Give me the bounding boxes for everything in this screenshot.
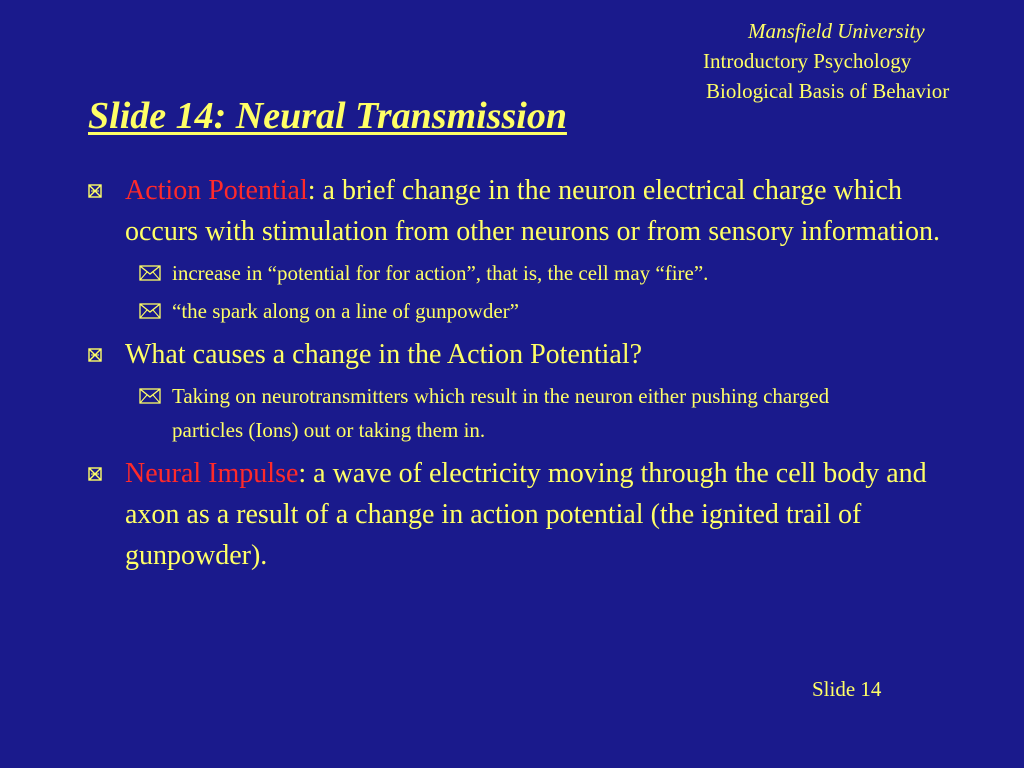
sub-bullet-item (88, 256, 948, 290)
header-university: Mansfield University (748, 19, 925, 43)
header-topic: Biological Basis of Behavior (706, 79, 950, 103)
envelope-bullet-icon (139, 388, 161, 404)
sub-bullet-text: increase in “potential for for action”, that is, the cell may “fire”. (172, 261, 709, 285)
bullet-text: : a brief change in the neuron electrical charge which occurs with stimulation from other neurons or from sensory information. (125, 175, 940, 247)
slide-number: Slide 14 (812, 677, 882, 701)
boxed-x-bullet-icon (88, 184, 102, 198)
bullet-term: Neural Impulse (125, 458, 299, 489)
sub-bullet-item (88, 294, 948, 328)
envelope-bullet-icon (139, 303, 161, 319)
bullet-text: : a wave of electricity moving through the cell body and axon as a result of a change in action potential (the ignited trail of gunpowder). (125, 458, 927, 571)
bullet-term: Action Potential (125, 175, 308, 206)
slide-title: Slide 14: Neural Transmission (88, 95, 567, 137)
boxed-x-bullet-icon (88, 467, 102, 481)
bullet-item (88, 334, 948, 375)
sub-bullet-item (88, 379, 948, 447)
header-course: Introductory Psychology (703, 49, 912, 73)
bullet-text: What causes a change in the Action Potential? (125, 339, 643, 370)
envelope-bullet-icon (139, 265, 161, 281)
bullet-item (88, 453, 948, 576)
sub-bullet-text: Taking on neurotransmitters which result in the neuron either pushing charged particles (Ions) out or taking them in. (172, 384, 830, 442)
bullet-list (88, 170, 948, 576)
sub-bullet-text: “the spark along on a line of gunpowder” (172, 299, 519, 323)
bullet-item (88, 170, 948, 252)
boxed-x-bullet-icon (88, 348, 102, 362)
